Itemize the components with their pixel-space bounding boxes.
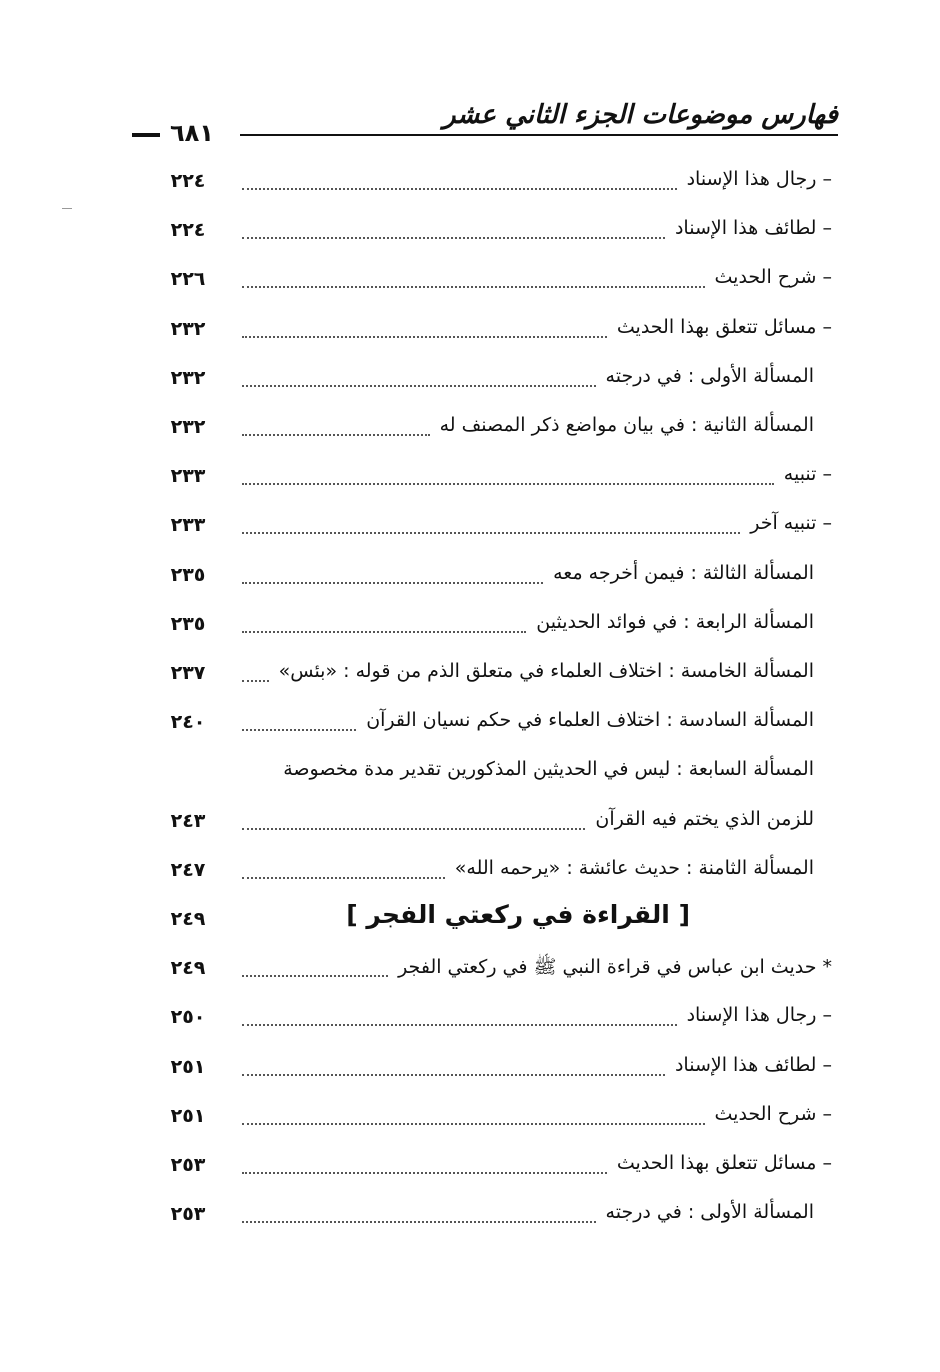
toc-entry-title: المسألة الثانية : في بيان مواضع ذكر المصنف له bbox=[439, 414, 814, 436]
toc-entry-page: ٢٢٦ bbox=[170, 268, 206, 291]
dot-leader bbox=[242, 828, 585, 830]
toc-entry-title: – مسائل تتعلق بهذا الحديث bbox=[616, 1152, 832, 1174]
toc-entry-title: – تنبيه آخر bbox=[750, 512, 832, 535]
dot-leader bbox=[242, 385, 596, 387]
toc-entry-page: ٢٥٠ bbox=[170, 1006, 206, 1029]
toc-entry-title: – رجال هذا الإسناد bbox=[686, 1004, 832, 1027]
toc-entry bbox=[0, 996, 940, 1044]
toc-entry bbox=[0, 1095, 940, 1143]
toc-entry-title: للزمن الذي يختم فيه القرآن bbox=[595, 807, 814, 830]
dot-leader bbox=[242, 483, 774, 485]
toc-entry bbox=[0, 357, 940, 405]
toc-entry-title: المسألة الخامسة : اختلاف العلماء في متعلق الذم من قوله : «بئس» bbox=[278, 660, 814, 682]
toc-entry bbox=[0, 603, 940, 651]
toc-entry-title: – لطائف هذا الإسناد bbox=[674, 217, 832, 240]
toc-entry bbox=[0, 258, 940, 306]
toc-entry bbox=[0, 406, 940, 454]
dot-leader bbox=[242, 1123, 705, 1125]
toc-entry-title: المسألة الثالثة : فيمن أخرجه معه bbox=[553, 561, 814, 584]
toc-entry bbox=[0, 849, 940, 897]
dot-leader bbox=[242, 1024, 677, 1026]
toc-entry-page: ٢٢٤ bbox=[170, 219, 206, 242]
toc-entry-page: ٢٣٢ bbox=[170, 317, 206, 340]
toc-entry bbox=[0, 1046, 940, 1094]
toc-entry-page: ٢٢٤ bbox=[170, 170, 206, 192]
toc-entry-title: – شرح الحديث bbox=[714, 266, 832, 289]
toc-entry-title: المسألة الرابعة : في فوائد الحديثين bbox=[536, 610, 814, 633]
toc-entry-page: ٢٤٧ bbox=[170, 858, 206, 881]
page-number-dash bbox=[132, 133, 160, 137]
toc-entry bbox=[0, 504, 940, 552]
toc-entry bbox=[0, 947, 940, 995]
toc-entry-title: [ القراءة في ركعتي الفجر ] bbox=[346, 900, 690, 929]
dot-leader bbox=[242, 532, 740, 534]
dot-leader bbox=[242, 975, 388, 977]
toc-entry-page: ٢٣٧ bbox=[170, 662, 206, 684]
toc-entry bbox=[0, 209, 940, 257]
toc-entry-page: ٢٤٣ bbox=[170, 809, 206, 832]
toc-entry-title: – مسائل تتعلق بهذا الحديث bbox=[616, 315, 832, 338]
toc-entry-page: ٢٥٣ bbox=[170, 1203, 206, 1226]
dot-leader bbox=[242, 631, 526, 633]
toc-entry-title: – لطائف هذا الإسناد bbox=[674, 1053, 832, 1076]
dot-leader bbox=[242, 286, 705, 288]
dot-leader bbox=[242, 729, 356, 731]
toc-entry-page: ٢٣٣ bbox=[170, 514, 206, 537]
toc-entry-title: – تنبيه bbox=[783, 463, 832, 486]
toc-entry-title: المسألة السادسة : اختلاف العلماء في حكم نسيان القرآن bbox=[366, 709, 814, 732]
toc-entry bbox=[0, 898, 940, 946]
header-rule bbox=[240, 134, 838, 136]
toc-entry bbox=[0, 701, 940, 749]
toc-entry-page: ٢٤٩ bbox=[170, 908, 206, 930]
toc-entry-page: ٢٣٥ bbox=[170, 612, 206, 635]
toc-entry bbox=[0, 652, 940, 700]
toc-entry bbox=[0, 554, 940, 602]
toc-entry bbox=[0, 308, 940, 356]
toc-entry-title: المسألة الأولى : في درجته bbox=[605, 1201, 814, 1224]
toc-entry-page: ٢٣٢ bbox=[170, 366, 206, 389]
toc-entry-page: ٢٤٩ bbox=[170, 957, 206, 980]
toc-entry-page: ٢٣٥ bbox=[170, 563, 206, 586]
toc-entry bbox=[0, 160, 940, 208]
dot-leader bbox=[242, 582, 543, 584]
toc-entry bbox=[0, 1144, 940, 1192]
dot-leader bbox=[242, 1074, 665, 1076]
toc-entry-page: ٢٣٣ bbox=[170, 465, 206, 488]
toc-entry bbox=[0, 455, 940, 503]
toc-entry bbox=[0, 750, 940, 798]
toc-entry-page: ٢٥١ bbox=[170, 1104, 206, 1127]
dot-leader bbox=[242, 188, 677, 190]
toc-entry-title: * حديث ابن عباس في قراءة النبي ﷺ في ركعتي الفجر bbox=[398, 956, 832, 979]
toc-entry-page: ٢٥٣ bbox=[170, 1154, 206, 1176]
toc-entry-title: – رجال هذا الإسناد bbox=[686, 168, 832, 190]
toc-entry-page: ٢٤٠ bbox=[170, 711, 206, 734]
page-number: ٦٨١ bbox=[170, 119, 214, 147]
toc-entry-title: المسألة الأولى : في درجته bbox=[605, 364, 814, 387]
toc-entry-title: – شرح الحديث bbox=[714, 1102, 832, 1125]
dot-leader bbox=[242, 237, 665, 239]
dot-leader bbox=[242, 877, 445, 879]
header-title: فهارس موضوعات الجزء الثاني عشر bbox=[443, 100, 838, 130]
dot-leader bbox=[242, 1221, 596, 1223]
toc-entry-page: ٢٥١ bbox=[170, 1055, 206, 1078]
toc-entry-page: ٢٣٢ bbox=[170, 416, 206, 438]
toc-entry-title: المسألة السابعة : ليس في الحديثين المذكورين تقدير مدة مخصوصة bbox=[283, 758, 814, 781]
dot-leader bbox=[242, 1172, 607, 1174]
dot-leader bbox=[242, 680, 269, 682]
dot-leader bbox=[242, 336, 607, 338]
toc-entry bbox=[0, 800, 940, 848]
toc-entry-title: المسألة الثامنة : حديث عائشة : «يرحمه الله» bbox=[454, 856, 814, 879]
toc-entry bbox=[0, 1193, 940, 1241]
dot-leader bbox=[242, 434, 430, 436]
